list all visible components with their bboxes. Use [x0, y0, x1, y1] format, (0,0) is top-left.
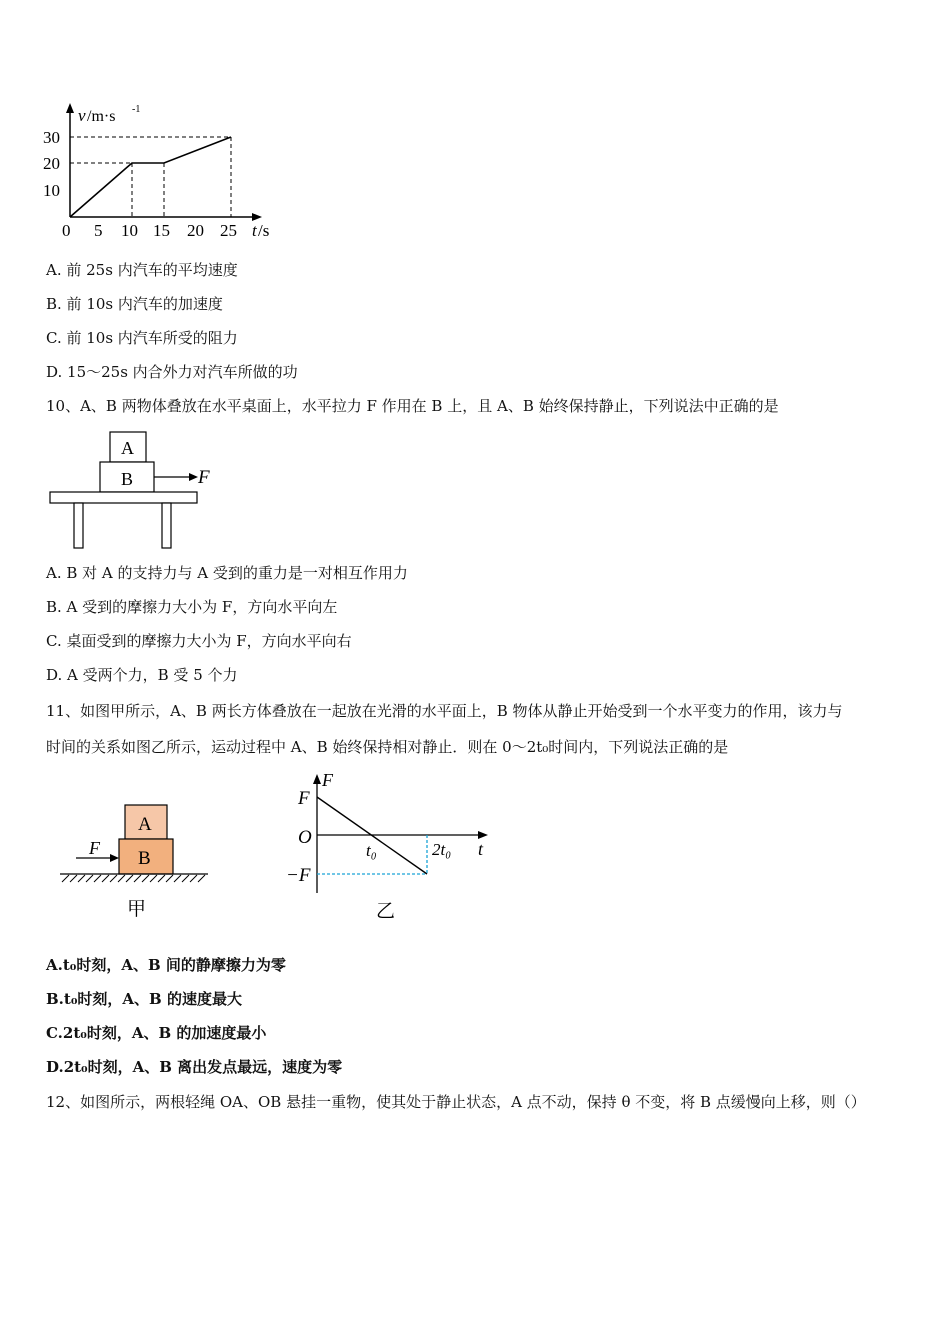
- yi-origin: O: [298, 827, 312, 848]
- block-b-label: B: [121, 469, 134, 489]
- q11-option-c: C.2t₀时刻，A、B 的加速度最小: [46, 1024, 267, 1042]
- q10-option-a: A. B 对 A 的支持力与 A 受到的重力是一对相互作用力: [46, 564, 408, 582]
- graph-x-label-unit: /s: [258, 221, 270, 240]
- x-tick-0: 0: [62, 221, 71, 240]
- table-blocks-figure: [46, 428, 226, 553]
- jia-force-f: F: [89, 838, 100, 858]
- yi-caption: 乙: [376, 901, 396, 922]
- jia-block-a: A: [138, 814, 152, 835]
- q9-option-a: A. 前 25s 内汽车的平均速度: [46, 261, 238, 279]
- graph-y-label-exp: -1: [132, 104, 141, 115]
- y-tick-20: 20: [43, 154, 60, 173]
- graph-y-label-v: v: [78, 106, 86, 125]
- jia-caption: 甲: [127, 899, 147, 920]
- yi-y-label: F: [322, 770, 333, 790]
- q11-stem-line2: 时间的关系如图乙所示，运动过程中 A、B 始终保持相对静止．则在 0～2t₀时间内，下列说法正确的是: [46, 738, 729, 756]
- yi-neg-f: −F: [286, 865, 311, 886]
- y-tick-10: 10: [43, 181, 60, 200]
- jia-block-b: B: [138, 848, 151, 869]
- q10-option-d: D. A 受两个力，B 受 5 个力: [46, 666, 238, 684]
- yi-2t0: 2t₀: [432, 840, 452, 859]
- q11-option-d: D.2t₀时刻，A、B 离出发点最远，速度为零: [46, 1058, 343, 1076]
- x-tick-15: 15: [153, 221, 170, 240]
- yi-t0: t₀: [366, 841, 377, 860]
- velocity-time-graph: [36, 95, 276, 245]
- q9-option-d: D. 15～25s 内合外力对汽车所做的功: [46, 363, 298, 381]
- q10-option-c: C. 桌面受到的摩擦力大小为 F，方向水平向右: [46, 632, 352, 650]
- q9-option-c: C. 前 10s 内汽车所受的阻力: [46, 329, 238, 347]
- fig-yi: [284, 768, 494, 923]
- yi-f-label: F: [298, 788, 310, 809]
- y-tick-30: 30: [43, 128, 60, 147]
- q12-stem: 12、如图所示，两根轻绳 OA、OB 悬挂一重物，使其处于静止状态，A 点不动，保持 θ 不变，将 B 点缓慢向上移，则（）: [46, 1093, 866, 1111]
- block-a-label: A: [121, 438, 134, 458]
- q10-option-b: B. A 受到的摩擦力大小为 F，方向水平向左: [46, 598, 338, 616]
- q11-option-a: A.t₀时刻，A、B 间的静摩擦力为零: [46, 956, 286, 974]
- x-tick-10: 10: [121, 221, 138, 240]
- q11-stem-line1: 11、如图甲所示，A、B 两长方体叠放在一起放在光滑的水平面上，B 物体从静止开始受到一个水平变力的作用，该力与: [46, 702, 843, 720]
- q11-option-b: B.t₀时刻，A、B 的速度最大: [46, 990, 242, 1008]
- q10-stem: 10、A、B 两物体叠放在水平桌面上，水平拉力 F 作用在 B 上，且 A、B 始终保持静止，下列说法中正确的是: [46, 397, 779, 415]
- yi-t-axis: t: [478, 839, 484, 859]
- q9-option-b: B. 前 10s 内汽车的加速度: [46, 295, 223, 313]
- graph-x-label-t: t: [252, 221, 257, 240]
- x-tick-5: 5: [94, 221, 103, 240]
- fig-jia: [58, 800, 218, 930]
- x-tick-25: 25: [220, 221, 237, 240]
- graph-y-label-unit: /m·s: [87, 108, 116, 125]
- force-f-label: F: [198, 467, 210, 488]
- x-tick-20: 20: [187, 221, 204, 240]
